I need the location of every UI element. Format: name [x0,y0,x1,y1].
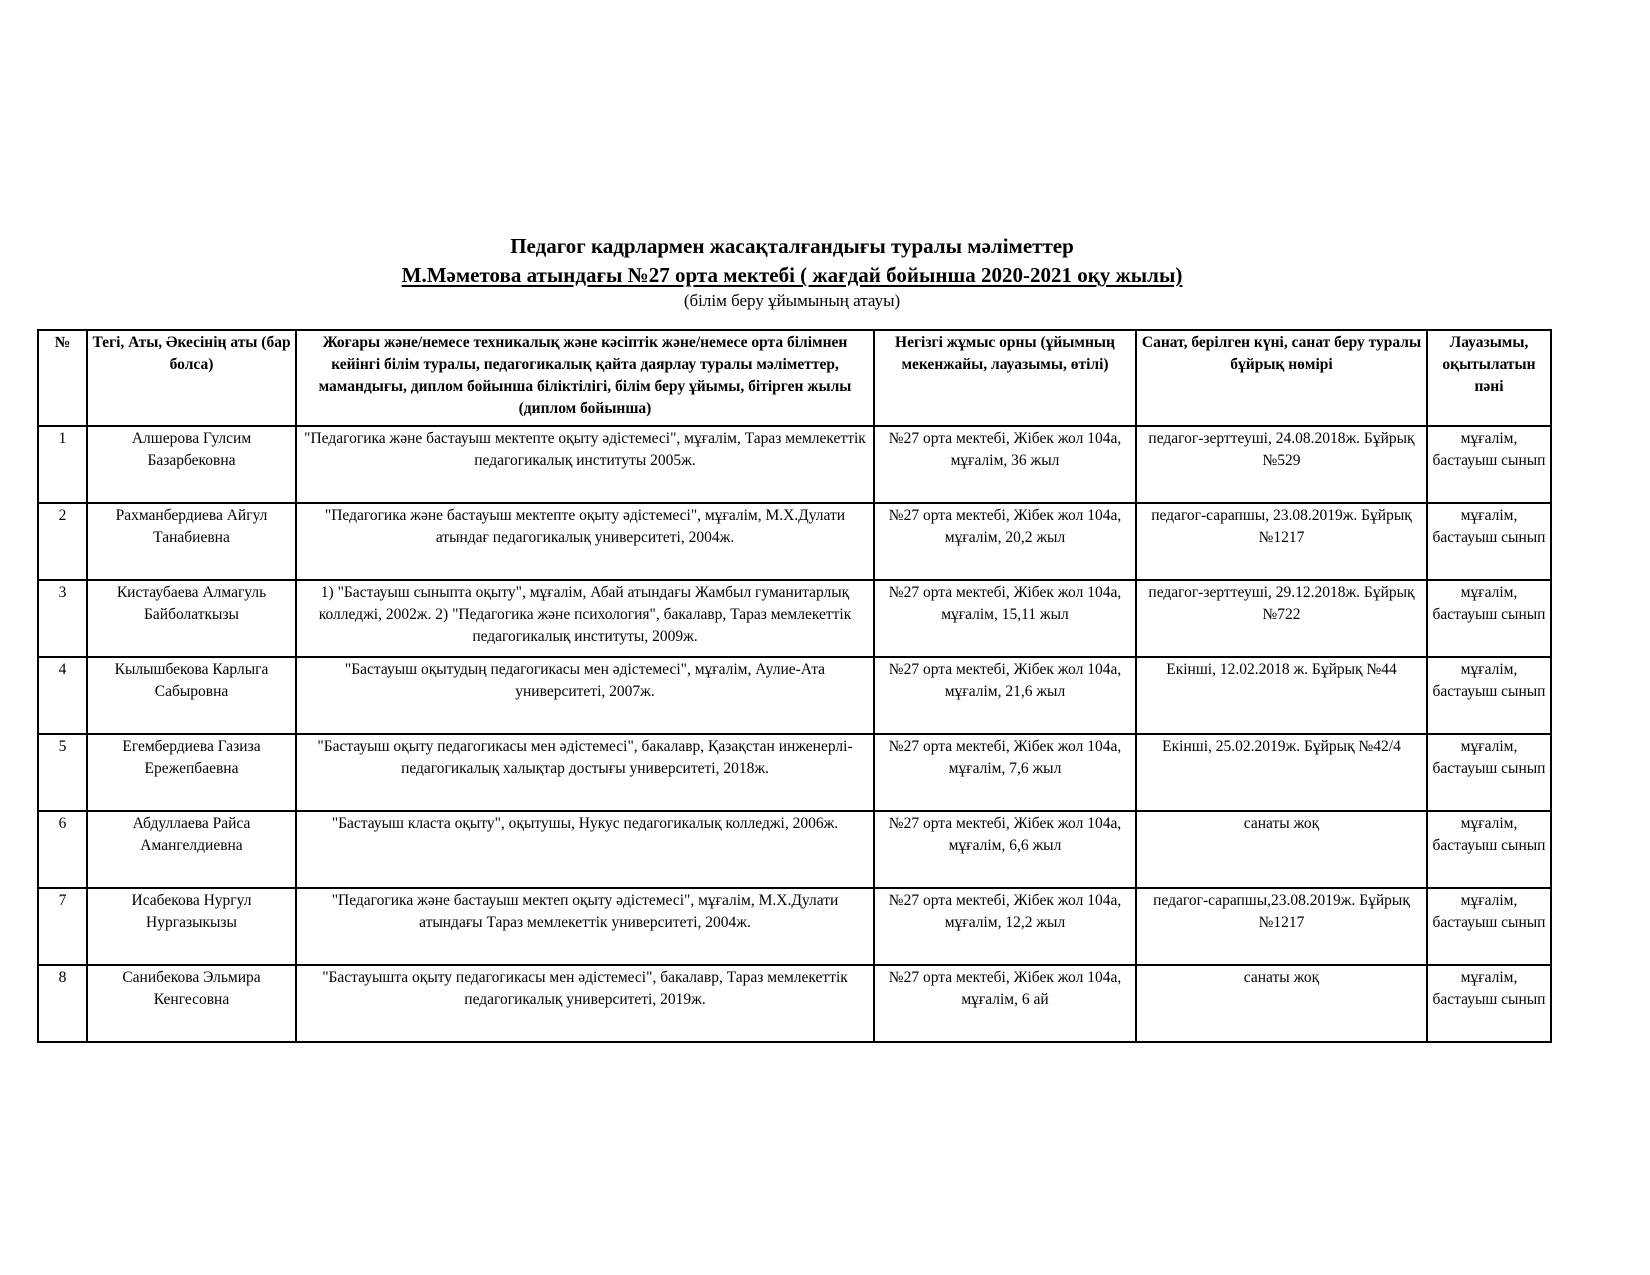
header-number: № [38,330,87,426]
cell-number: 3 [38,580,87,657]
staff-table [37,329,1552,1043]
table-row [38,965,1551,1042]
cell-position: мұғалім, бастауыш сынып [1427,888,1551,965]
cell-full-name: Абдуллаева Райса Амангелдиевна [87,811,296,888]
header-education: Жоғары және/немесе техникалық және кәсіптік және/немесе орта білімнен кейінгі білім туралы, педагогикалық қайта даярлау туралы мәліметтер, мамандығы, диплом бойынша біліктілігі, білім беру ұйымы, бітірген жылы (диплом бойынша) [296,330,874,426]
cell-position: мұғалім, бастауыш сынып [1427,965,1551,1042]
table-row [38,888,1551,965]
header-full-name: Тегі, Аты, Әкесінің аты (бар болса) [87,330,296,426]
header-position: Лауазымы, оқытылатын пәні [1427,330,1551,426]
cell-number: 6 [38,811,87,888]
cell-full-name: Рахманбердиева Айгул Танабиевна [87,503,296,580]
cell-full-name: Кылышбекова Карлыга Сабыровна [87,657,296,734]
cell-position: мұғалім, бастауыш сынып [1427,657,1551,734]
cell-position: мұғалім, бастауыш сынып [1427,734,1551,811]
cell-full-name: Исабекова Нургул Нургазыкызы [87,888,296,965]
cell-education: "Бастауыш оқытудың педагогикасы мен әдістемесі", мұғалім, Аулие-Ата университеті, 2007ж. [296,657,874,734]
cell-workplace: №27 орта мектебі, Жібек жол 104а, мұғалім, 6,6 жыл [874,811,1136,888]
cell-position: мұғалім, бастауыш сынып [1427,503,1551,580]
cell-full-name: Санибекова Эльмира Кенгесовна [87,965,296,1042]
cell-workplace: №27 орта мектебі, Жібек жол 104а, мұғалім, 12,2 жыл [874,888,1136,965]
cell-category: Екінші, 25.02.2019ж. Бұйрық №42/4 [1136,734,1427,811]
school-name-heading: М.Мәметова атындағы №27 орта мектебі ( жағдай бойынша 2020-2021 оқу жылы) [401,263,1183,287]
cell-full-name: Егембердиева Газиза Ережепбаевна [87,734,296,811]
cell-number: 2 [38,503,87,580]
table-row [38,503,1551,580]
table-row [38,811,1551,888]
cell-number: 5 [38,734,87,811]
cell-position: мұғалім, бастауыш сынып [1427,426,1551,503]
cell-position: мұғалім, бастауыш сынып [1427,580,1551,657]
cell-workplace: №27 орта мектебі, Жібек жол 104а, мұғалім, 15,11 жыл [874,580,1136,657]
cell-category: Екінші, 12.02.2018 ж. Бұйрық №44 [1136,657,1427,734]
document-title: Педагог кадрлармен жасақталғандығы туралы мәліметтер [510,234,1074,258]
cell-education: "Педагогика және бастауыш мектеп оқыту әдістемесі", мұғалім, М.Х.Дулати атындағы Тараз мемлекеттік университеті, 2004ж. [296,888,874,965]
table-row [38,657,1551,734]
cell-full-name: Алшерова Гулсим Базарбековна [87,426,296,503]
table-header-row [38,330,1551,426]
cell-number: 4 [38,657,87,734]
cell-workplace: №27 орта мектебі, Жібек жол 104а, мұғалім, 36 жыл [874,426,1136,503]
cell-education: 1) "Бастауыш сыныпта оқыту", мұғалім, Абай атындағы Жамбыл гуманитарлық колледжі, 2002ж. 2) "Педагогика және психология", бакалавр, Тараз мемлекеттік педагогикалық институты, 2009ж. [296,580,874,657]
cell-workplace: №27 орта мектебі, Жібек жол 104а, мұғалім, 20,2 жыл [874,503,1136,580]
organization-caption: (білім беру ұйымының атауы) [683,291,901,310]
cell-number: 1 [38,426,87,503]
cell-position: мұғалім, бастауыш сынып [1427,811,1551,888]
cell-category: санаты жоқ [1136,811,1427,888]
cell-category: педагог-сарапшы,23.08.2019ж. Бұйрық №1217 [1136,888,1427,965]
cell-workplace: №27 орта мектебі, Жібек жол 104а, мұғалім, 21,6 жыл [874,657,1136,734]
table-row [38,426,1551,503]
header-category: Санат, берілген күні, санат беру туралы бұйрық нөмірі [1136,330,1427,426]
cell-education: "Бастауышта оқыту педагогикасы мен әдістемесі", бакалавр, Тараз мемлекеттік педагогикалық университеті, 2019ж. [296,965,874,1042]
cell-education: "Педагогика және бастауыш мектепте оқыту әдістемесі", мұғалім, М.Х.Дулати атындағ педагогикалық университеті, 2004ж. [296,503,874,580]
header-workplace: Негізгі жұмыс орны (ұйымның мекенжайы, лауазымы, өтілі) [874,330,1136,426]
cell-education: "Бастауыш класта оқыту", оқытушы, Нукус педагогикалық колледжі, 2006ж. [296,811,874,888]
cell-number: 8 [38,965,87,1042]
table-row [38,580,1551,657]
cell-category: санаты жоқ [1136,965,1427,1042]
cell-workplace: №27 орта мектебі, Жібек жол 104а, мұғалім, 7,6 жыл [874,734,1136,811]
cell-number: 7 [38,888,87,965]
cell-category: педагог-зерттеуші, 29.12.2018ж. Бұйрық №722 [1136,580,1427,657]
cell-category: педагог-сарапшы, 23.08.2019ж. Бұйрық №1217 [1136,503,1427,580]
cell-workplace: №27 орта мектебі, Жібек жол 104а, мұғалім, 6 ай [874,965,1136,1042]
cell-full-name: Кистаубаева Алмагуль Байболаткызы [87,580,296,657]
cell-category: педагог-зерттеуші, 24.08.2018ж. Бұйрық №529 [1136,426,1427,503]
table-row [38,734,1551,811]
cell-education: "Педагогика және бастауыш мектепте оқыту әдістемесі", мұғалім, Тараз мемлекеттік педагогикалық институты 2005ж. [296,426,874,503]
cell-education: "Бастауыш оқыту педагогикасы мен әдістемесі", бакалавр, Қазақстан инженерлі-педагогикалық халықтар достығы университеті, 2018ж. [296,734,874,811]
